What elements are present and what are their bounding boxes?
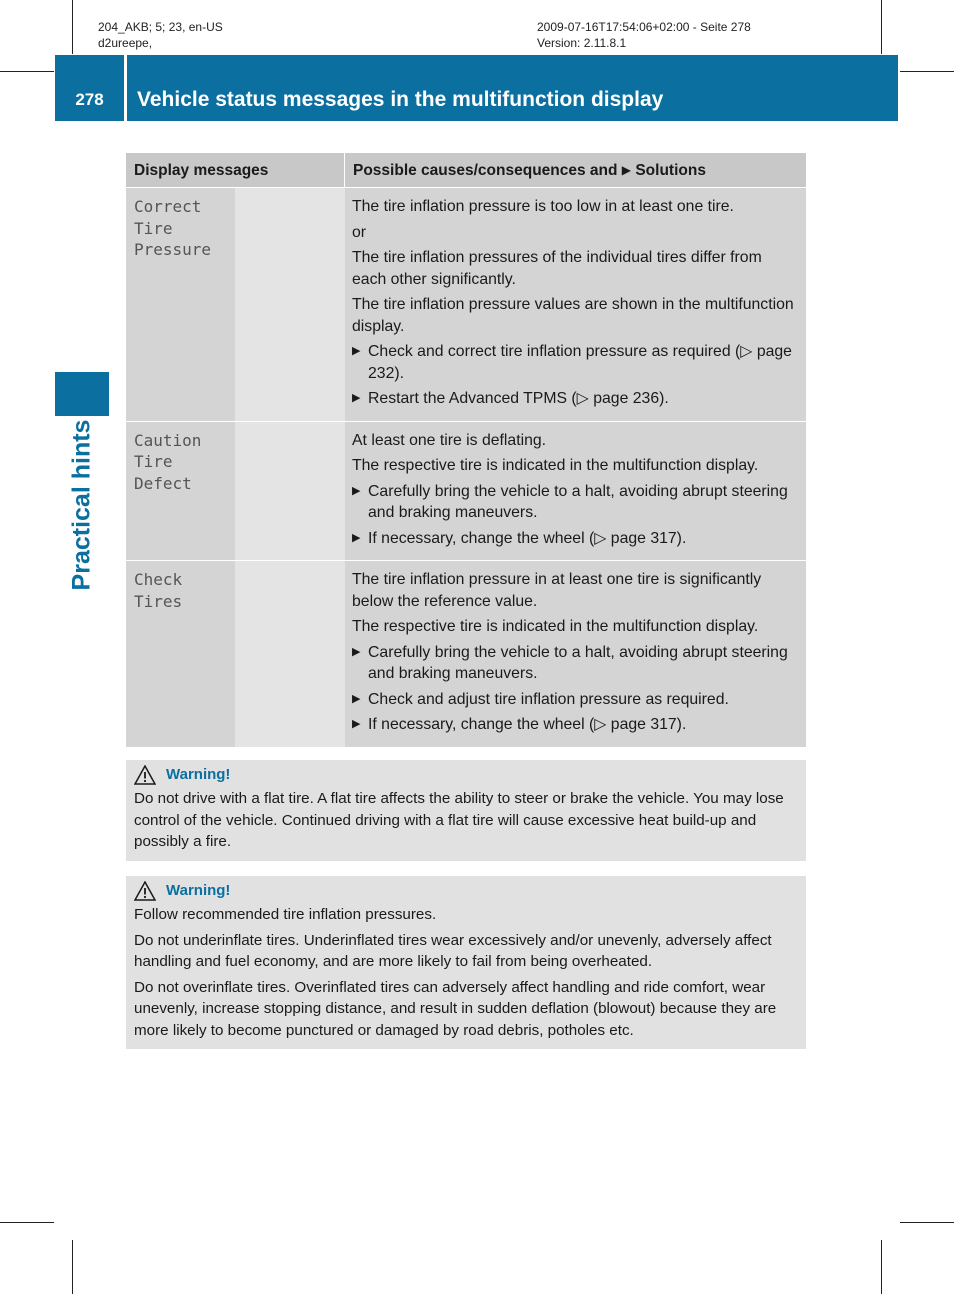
crop-mark [0, 71, 54, 72]
status-messages-table [126, 153, 806, 748]
warning-text: Do not overinflate tires. Overinflated tires can adversely affect handling and ride comfort, wear unevenly, increase stopping distance, and result in sudden deflation (blowout) because they are more likely to become punctured or damaged by road debris, potholes etc. [134, 978, 777, 1039]
warning-heading [134, 880, 798, 901]
solution-step-text: Carefully bring the vehicle to a halt, avoiding abrupt steering and braking maneuvers. [368, 482, 788, 521]
print-meta-right-line2: Version: 2.11.8.1 [537, 36, 627, 50]
table-row [126, 188, 806, 422]
solution-step [352, 528, 798, 550]
warning-box-inflation-pressure [126, 876, 806, 1049]
solution-step [352, 388, 798, 410]
solution-step [352, 341, 798, 384]
solution-step [352, 714, 798, 736]
empty-cell [235, 188, 345, 421]
crop-mark [72, 0, 73, 54]
column-header-causes-text: Possible causes/consequences and [353, 162, 618, 179]
header-divider [124, 55, 127, 121]
crop-mark [0, 1222, 54, 1223]
crop-mark [881, 1240, 882, 1294]
cause-text: The respective tire is indicated in the multifunction display. [352, 457, 759, 474]
step-arrow-icon: ▶ [352, 392, 361, 404]
solution-step-text: Check and correct tire inflation pressure as required (▷ page 232). [368, 343, 792, 382]
causes-solutions-cell [345, 188, 806, 421]
warning-title: Warning! [166, 765, 231, 783]
solution-step-text: Carefully bring the vehicle to a halt, avoiding abrupt steering and braking maneuvers. [368, 643, 788, 682]
solution-step [352, 642, 798, 685]
column-header-solutions-text: Solutions [635, 162, 706, 179]
display-message: Correct Tire Pressure [126, 188, 235, 421]
warning-triangle-icon [134, 765, 156, 785]
empty-cell [235, 422, 345, 561]
crop-mark [900, 1222, 954, 1223]
print-meta-left-line2: d2ureepe, [98, 36, 153, 50]
solution-step [352, 481, 798, 524]
solution-step-text: If necessary, change the wheel (▷ page 317). [368, 529, 687, 547]
solution-step-text: Check and adjust tire inflation pressure as required. [368, 690, 729, 708]
print-meta-right-line1: 2009-07-16T17:54:06+02:00 - Seite 278 [537, 20, 751, 34]
crop-mark [900, 71, 954, 72]
page-title: Vehicle status messages in the multifunction display [137, 88, 664, 111]
step-arrow-icon: ▶ [352, 345, 361, 357]
step-arrow-icon: ▶ [352, 645, 361, 658]
warning-box-flat-tire [126, 760, 806, 861]
column-header-causes-solutions [345, 153, 806, 187]
solution-step [352, 689, 798, 711]
crop-mark [881, 0, 882, 54]
cause-text: or [352, 223, 367, 241]
solution-arrow-icon: ▶ [621, 163, 632, 177]
warning-text: Do not drive with a flat tire. A flat tire affects the ability to steer or brake the vehicle. You may lose control of the vehicle. Continued driving with a flat tire will cause excessive heat build-up and possibly a fire. [134, 790, 784, 850]
table-row [126, 422, 806, 562]
print-meta-right [537, 19, 751, 51]
section-side-label: Practical hints [67, 419, 96, 591]
cause-text: The tire inflation pressure in at least one tire is significantly below the reference value. [352, 571, 762, 610]
cause-text: The tire inflation pressure is too low in at least one tire. [352, 198, 734, 215]
warning-title: Warning! [166, 881, 231, 899]
step-arrow-icon: ▶ [352, 531, 361, 544]
warning-text: Follow recommended tire inflation pressures. [134, 906, 437, 923]
warning-heading [134, 764, 798, 785]
solution-step-text: If necessary, change the wheel (▷ page 317). [368, 716, 687, 733]
cause-text: The tire inflation pressures of the individual tires differ from each other significantly. [352, 249, 762, 288]
warning-triangle-icon [134, 881, 156, 901]
page-number: 278 [75, 90, 104, 109]
print-meta-left [98, 19, 223, 51]
cause-text: The tire inflation pressure values are shown in the multifunction display. [352, 296, 794, 335]
causes-solutions-cell [345, 561, 806, 747]
cause-text: At least one tire is deflating. [352, 431, 547, 449]
section-tab-marker [55, 372, 109, 416]
table-row [126, 561, 806, 748]
column-header-display-messages: Display messages [126, 153, 345, 187]
warning-text: Do not underinflate tires. Underinflated tires wear excessively and/or unevenly, adversely affect handling and fuel economy, and are more likely to fail from being overheated. [134, 931, 772, 970]
empty-cell [235, 561, 345, 747]
crop-mark [72, 1240, 73, 1294]
solution-step-text: Restart the Advanced TPMS (▷ page 236). [368, 390, 669, 407]
step-arrow-icon: ▶ [352, 692, 361, 705]
display-message: Caution Tire Defect [126, 422, 235, 561]
display-message: Check Tires [126, 561, 235, 747]
cause-text: The respective tire is indicated in the multifunction display. [352, 618, 759, 635]
print-meta-left-line1: 204_AKB; 5; 23, en-US [98, 20, 223, 34]
causes-solutions-cell [345, 422, 806, 561]
step-arrow-icon: ▶ [352, 484, 361, 497]
table-header [126, 153, 806, 188]
step-arrow-icon: ▶ [352, 718, 361, 730]
